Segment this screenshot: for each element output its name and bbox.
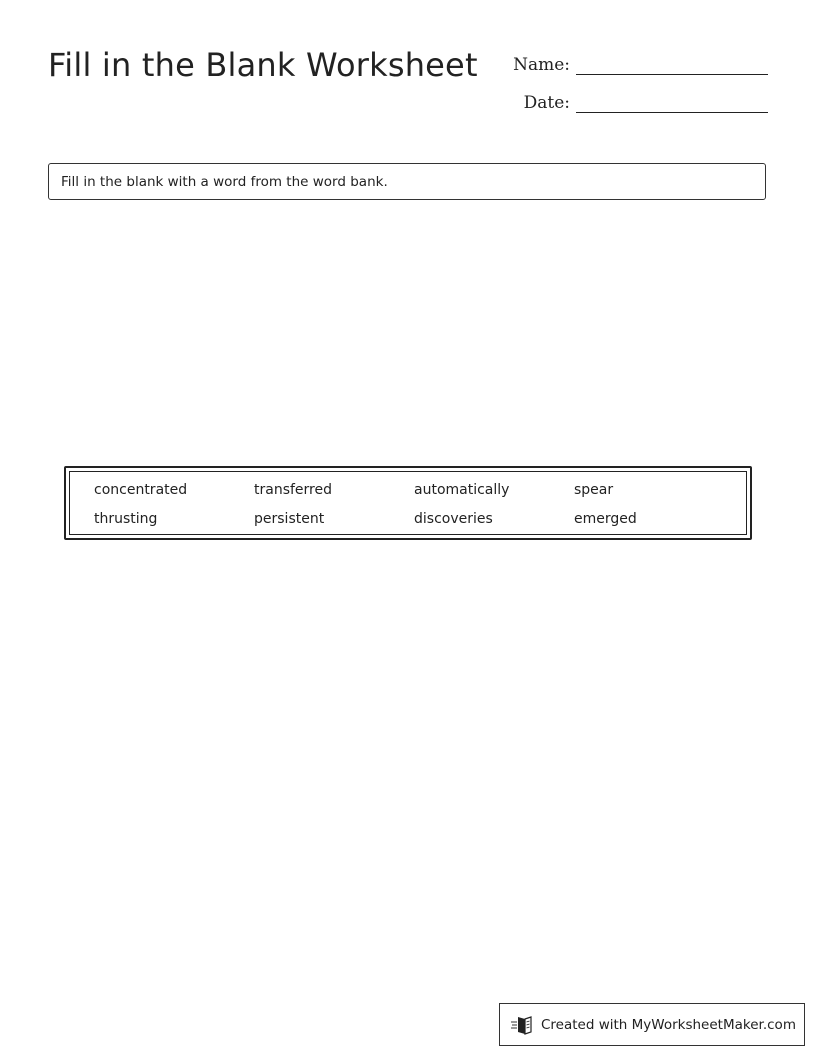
name-label: Name: [513, 55, 570, 75]
word-bank-item: spear [574, 482, 614, 498]
word-bank-grid [94, 482, 746, 540]
word-bank-item: thrusting [94, 511, 158, 527]
word-bank-item: transferred [254, 482, 332, 498]
name-input[interactable] [576, 52, 768, 75]
word-bank [64, 466, 752, 540]
instructions-box [48, 163, 766, 200]
footer-credit-text: Created with MyWorksheetMaker.com [541, 1016, 796, 1033]
worksheet-title: Fill in the Blank Worksheet [48, 46, 478, 84]
date-field-row [490, 90, 768, 113]
name-field-row [490, 52, 768, 75]
word-bank-item: emerged [574, 511, 637, 527]
word-bank-item: concentrated [94, 482, 188, 498]
footer-badge[interactable] [499, 1003, 805, 1046]
word-bank-item: discoveries [414, 511, 493, 527]
word-bank-item: automatically [414, 482, 510, 498]
date-input[interactable] [576, 90, 768, 113]
word-bank-item: persistent [254, 511, 325, 527]
instructions-text: Fill in the blank with a word from the word bank. [61, 174, 388, 190]
word-bank-inner-border [69, 471, 747, 535]
date-label: Date: [523, 93, 570, 113]
book-logo-icon [510, 1013, 534, 1037]
